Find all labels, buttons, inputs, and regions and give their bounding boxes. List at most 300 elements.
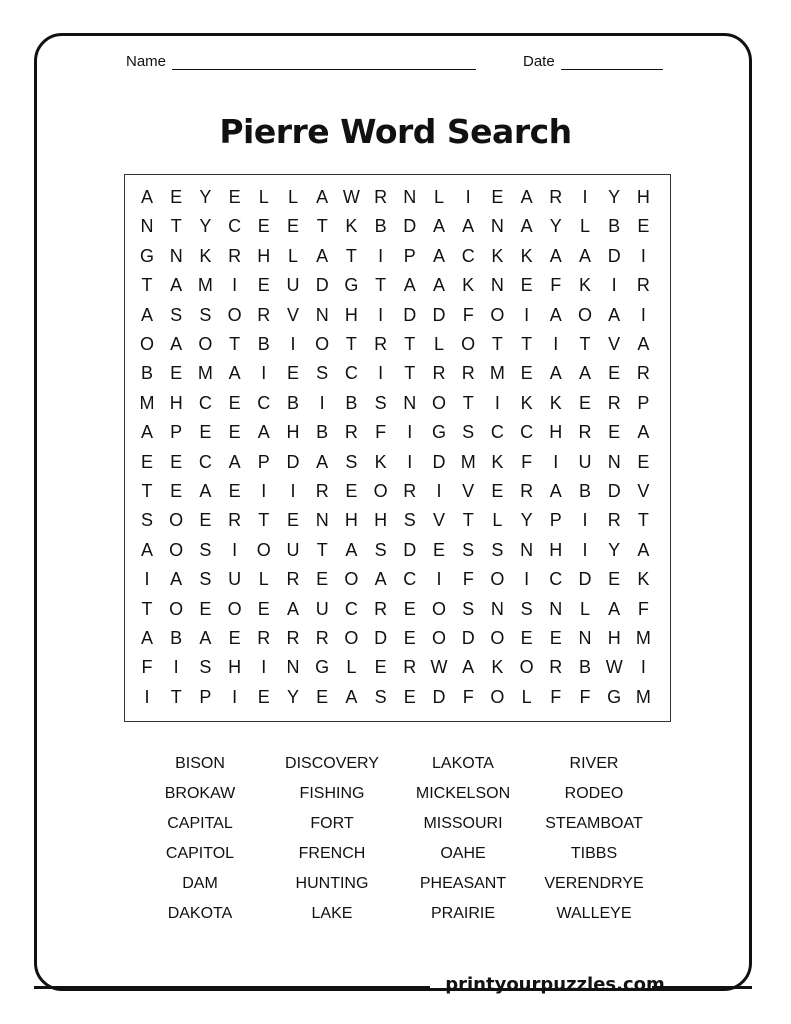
grid-letter[interactable]: I [465,187,471,207]
grid-letter[interactable]: R [228,510,242,531]
grid-letter[interactable]: C [403,569,417,590]
grid-letter[interactable]: A [578,363,591,384]
grid-letter[interactable]: T [404,334,416,354]
grid-letter[interactable]: O [315,334,330,354]
grid-letter[interactable]: O [139,334,154,354]
grid-letter[interactable]: I [640,657,646,678]
grid-letter[interactable]: K [491,451,504,472]
grid-letter[interactable]: N [286,657,300,678]
grid-letter[interactable]: A [432,216,445,237]
grid-letter[interactable]: U [228,569,242,590]
grid-letter[interactable]: I [261,481,267,501]
grid-letter[interactable]: N [315,510,329,531]
grid-letter[interactable]: A [257,422,270,443]
grid-letter[interactable]: A [140,187,153,207]
grid-letter[interactable]: A [170,334,183,354]
grid-letter[interactable]: R [286,569,300,590]
grid-letter[interactable]: M [197,363,213,384]
grid-letter[interactable]: A [170,569,183,590]
grid-letter[interactable]: A [578,245,591,266]
grid-letter[interactable]: L [433,334,444,354]
grid-letter[interactable]: H [549,422,563,443]
grid-letter[interactable]: I [524,569,530,590]
grid-letter[interactable]: T [375,275,387,296]
grid-letter[interactable]: E [257,598,270,619]
grid-letter[interactable]: T [316,539,328,560]
grid-letter[interactable]: O [256,539,271,560]
grid-letter[interactable]: W [430,657,448,678]
grid-letter[interactable]: M [635,628,651,648]
grid-letter[interactable]: E [432,539,445,560]
grid-letter[interactable]: A [316,245,329,266]
grid-letter[interactable]: T [141,598,153,619]
grid-letter[interactable]: N [315,304,329,325]
grid-letter[interactable]: E [140,451,153,472]
grid-letter[interactable]: V [462,481,475,501]
grid-letter[interactable]: K [491,657,504,678]
grid-letter[interactable]: E [228,628,241,648]
grid-letter[interactable]: O [431,628,446,648]
grid-letter[interactable]: K [578,275,591,296]
grid-letter[interactable]: O [519,657,534,678]
grid-letter[interactable]: R [257,304,271,325]
grid-letter[interactable]: T [462,510,474,531]
grid-letter[interactable]: L [258,569,269,590]
grid-letter[interactable]: D [432,686,446,707]
grid-letter[interactable]: C [520,422,534,443]
grid-letter[interactable]: G [607,686,622,707]
grid-letter[interactable]: U [286,275,300,296]
grid-letter[interactable]: S [316,363,329,384]
grid-letter[interactable]: L [433,187,444,207]
grid-letter[interactable]: O [344,569,359,590]
grid-letter[interactable]: C [461,245,475,266]
grid-letter[interactable]: Y [199,187,212,207]
grid-letter[interactable]: R [636,275,650,296]
grid-letter[interactable]: S [199,657,212,678]
grid-letter[interactable]: D [315,275,329,296]
grid-letter[interactable]: E [286,363,299,384]
grid-letter[interactable]: S [403,510,416,531]
grid-letter[interactable]: O [431,598,446,619]
grid-letter[interactable]: I [611,275,617,296]
grid-letter[interactable]: A [608,304,621,325]
grid-letter[interactable]: A [432,275,445,296]
grid-letter[interactable]: E [608,363,621,384]
grid-letter[interactable]: D [403,216,417,237]
grid-letter[interactable]: A [140,304,153,325]
grid-letter[interactable]: F [579,686,591,707]
grid-letter[interactable]: O [344,628,359,648]
grid-letter[interactable]: K [549,392,562,413]
grid-letter[interactable]: B [257,334,270,354]
grid-letter[interactable]: N [490,216,504,237]
grid-letter[interactable]: O [169,510,184,531]
grid-letter[interactable]: E [257,275,270,296]
grid-letter[interactable]: F [637,598,649,619]
grid-letter[interactable]: B [578,657,591,678]
grid-letter[interactable]: V [608,334,621,354]
grid-letter[interactable]: O [490,628,505,648]
grid-letter[interactable]: E [199,598,212,619]
grid-letter[interactable]: L [579,216,590,237]
grid-letter[interactable]: A [199,481,212,501]
grid-letter[interactable]: I [378,363,384,384]
grid-letter[interactable]: C [549,569,563,590]
grid-letter[interactable]: Y [608,539,621,560]
grid-letter[interactable]: L [521,686,532,707]
grid-letter[interactable]: S [462,539,475,560]
grid-letter[interactable]: O [169,539,184,560]
grid-letter[interactable]: R [286,628,300,648]
grid-letter[interactable]: N [578,628,592,648]
grid-letter[interactable]: D [403,304,417,325]
grid-letter[interactable]: E [257,686,270,707]
grid-letter[interactable]: R [374,187,388,207]
grid-letter[interactable]: K [520,245,533,266]
grid-letter[interactable]: L [287,187,298,207]
grid-letter[interactable]: I [640,245,646,266]
grid-letter[interactable]: H [257,245,271,266]
grid-letter[interactable]: A [549,245,562,266]
grid-letter[interactable]: R [636,363,650,384]
grid-letter[interactable]: I [173,657,179,678]
grid-letter[interactable]: F [521,451,533,472]
grid-letter[interactable]: S [374,539,387,560]
grid-letter[interactable]: I [144,569,150,590]
grid-letter[interactable]: V [637,481,650,501]
grid-letter[interactable]: N [490,598,504,619]
grid-letter[interactable]: E [637,216,650,237]
grid-letter[interactable]: E [316,686,329,707]
grid-letter[interactable]: N [169,245,183,266]
grid-letter[interactable]: M [635,686,651,707]
grid-letter[interactable]: B [578,481,591,501]
grid-letter[interactable]: P [257,451,270,472]
grid-letter[interactable]: S [491,539,504,560]
grid-letter[interactable]: I [232,686,238,707]
grid-letter[interactable]: R [403,481,417,501]
grid-letter[interactable]: E [403,628,416,648]
grid-letter[interactable]: V [286,304,299,325]
grid-letter[interactable]: E [228,481,241,501]
grid-letter[interactable]: A [549,304,562,325]
grid-letter[interactable]: I [524,304,530,325]
grid-letter[interactable]: M [489,363,505,384]
grid-letter[interactable]: A [140,539,153,560]
grid-letter[interactable]: H [636,187,650,207]
grid-letter[interactable]: R [549,657,563,678]
grid-letter[interactable]: A [170,275,183,296]
grid-letter[interactable]: Y [549,216,562,237]
grid-letter[interactable]: T [345,245,357,266]
grid-letter[interactable]: O [490,304,505,325]
grid-letter[interactable]: A [549,363,562,384]
grid-letter[interactable]: E [170,481,183,501]
grid-letter[interactable]: S [170,304,183,325]
grid-letter[interactable]: A [316,187,329,207]
grid-letter[interactable]: G [431,422,446,443]
grid-letter[interactable]: R [315,481,329,501]
grid-letter[interactable]: S [140,510,153,531]
grid-letter[interactable]: S [462,598,475,619]
grid-letter[interactable]: F [462,569,474,590]
grid-letter[interactable]: R [374,334,388,354]
grid-letter[interactable]: A [637,422,650,443]
grid-letter[interactable]: C [344,363,358,384]
grid-letter[interactable]: A [520,216,533,237]
grid-letter[interactable]: O [373,481,388,501]
grid-letter[interactable]: T [170,216,182,237]
grid-letter[interactable]: S [199,304,212,325]
grid-letter[interactable]: R [374,598,388,619]
grid-letter[interactable]: A [637,539,650,560]
grid-letter[interactable]: S [199,569,212,590]
grid-letter[interactable]: C [344,598,358,619]
grid-letter[interactable]: E [491,481,504,501]
grid-letter[interactable]: E [637,451,650,472]
grid-letter[interactable]: I [640,304,646,325]
grid-letter[interactable]: N [140,216,154,237]
grid-letter[interactable]: A [345,539,358,560]
grid-letter[interactable]: I [494,392,500,413]
grid-letter[interactable]: E [403,598,416,619]
grid-letter[interactable]: H [228,657,242,678]
grid-letter[interactable]: D [374,628,388,648]
grid-letter[interactable]: R [461,363,475,384]
name-line[interactable] [172,57,476,70]
grid-letter[interactable]: F [462,304,474,325]
grid-letter[interactable]: L [287,245,298,266]
grid-letter[interactable]: E [170,187,183,207]
grid-letter[interactable]: Y [286,686,299,707]
grid-letter[interactable]: U [286,539,300,560]
grid-letter[interactable]: B [316,422,329,443]
grid-letter[interactable]: T [521,334,533,354]
grid-letter[interactable]: L [579,598,590,619]
grid-letter[interactable]: U [315,598,329,619]
grid-letter[interactable]: K [637,569,650,590]
grid-letter[interactable]: O [227,304,242,325]
grid-letter[interactable]: D [607,245,621,266]
grid-letter[interactable]: I [261,363,267,384]
grid-letter[interactable]: I [261,657,267,678]
grid-letter[interactable]: H [286,422,300,443]
grid-letter[interactable]: T [141,481,153,501]
grid-letter[interactable]: I [319,392,325,413]
grid-letter[interactable]: R [315,628,329,648]
grid-letter[interactable]: T [491,334,503,354]
grid-letter[interactable]: C [198,392,212,413]
grid-letter[interactable]: R [257,628,271,648]
grid-letter[interactable]: K [520,392,533,413]
grid-letter[interactable]: P [637,392,650,413]
grid-letter[interactable]: P [549,510,562,531]
grid-letter[interactable]: O [431,392,446,413]
grid-letter[interactable]: A [228,363,241,384]
grid-letter[interactable]: M [197,275,213,296]
grid-letter[interactable]: N [607,451,621,472]
grid-letter[interactable]: B [374,216,387,237]
grid-letter[interactable]: E [228,187,241,207]
grid-letter[interactable]: H [344,304,358,325]
grid-letter[interactable]: A [403,275,416,296]
grid-letter[interactable]: P [403,245,416,266]
grid-letter[interactable]: D [461,628,475,648]
grid-letter[interactable]: B [286,392,299,413]
grid-letter[interactable]: N [403,392,417,413]
grid-letter[interactable]: D [286,451,300,472]
grid-letter[interactable]: T [229,334,241,354]
grid-letter[interactable]: D [578,569,592,590]
grid-letter[interactable]: R [607,510,621,531]
grid-letter[interactable]: S [462,422,475,443]
grid-letter[interactable]: T [579,334,591,354]
grid-letter[interactable]: M [139,392,155,413]
grid-letter[interactable]: K [345,216,358,237]
grid-letter[interactable]: A [520,187,533,207]
grid-letter[interactable]: F [550,686,562,707]
grid-letter[interactable]: D [403,539,417,560]
grid-letter[interactable]: R [344,422,358,443]
grid-letter[interactable]: T [141,275,153,296]
grid-letter[interactable]: H [374,510,388,531]
grid-letter[interactable]: E [491,187,504,207]
grid-letter[interactable]: O [490,569,505,590]
grid-letter[interactable]: T [170,686,182,707]
grid-letter[interactable]: I [232,275,238,296]
grid-letter[interactable]: W [342,187,360,207]
grid-letter[interactable]: H [344,510,358,531]
grid-letter[interactable]: Y [520,510,533,531]
grid-letter[interactable]: E [345,481,358,501]
grid-letter[interactable]: A [462,657,475,678]
grid-letter[interactable]: N [403,187,417,207]
grid-letter[interactable]: K [491,245,504,266]
grid-letter[interactable]: I [553,451,559,472]
grid-letter[interactable]: R [432,363,446,384]
grid-letter[interactable]: E [374,657,387,678]
grid-letter[interactable]: E [549,628,562,648]
grid-letter[interactable]: S [345,451,358,472]
grid-letter[interactable]: A [462,216,475,237]
grid-letter[interactable]: K [462,275,475,296]
grid-letter[interactable]: O [461,334,476,354]
grid-letter[interactable]: I [378,245,384,266]
grid-letter[interactable]: V [432,510,445,531]
grid-letter[interactable]: I [407,422,413,443]
grid-letter[interactable]: R [607,392,621,413]
grid-letter[interactable]: S [374,686,387,707]
grid-letter[interactable]: G [344,275,359,296]
grid-letter[interactable]: E [608,569,621,590]
grid-letter[interactable]: T [637,510,649,531]
grid-letter[interactable]: A [637,334,650,354]
grid-letter[interactable]: T [462,392,474,413]
date-line[interactable] [561,57,663,70]
grid-letter[interactable]: D [432,304,446,325]
grid-letter[interactable]: D [607,481,621,501]
grid-letter[interactable]: E [403,686,416,707]
grid-letter[interactable]: C [198,451,212,472]
grid-letter[interactable]: B [345,392,358,413]
grid-letter[interactable]: G [315,657,330,678]
grid-letter[interactable]: P [199,686,212,707]
grid-letter[interactable]: E [316,569,329,590]
grid-letter[interactable]: I [232,539,238,560]
grid-letter[interactable]: B [608,216,621,237]
grid-letter[interactable]: R [403,657,417,678]
grid-letter[interactable]: C [228,216,242,237]
grid-letter[interactable]: B [170,628,183,648]
grid-letter[interactable]: I [407,451,413,472]
grid-letter[interactable]: A [374,569,387,590]
grid-letter[interactable]: D [432,451,446,472]
grid-letter[interactable]: F [462,686,474,707]
grid-letter[interactable]: O [490,686,505,707]
grid-letter[interactable]: I [582,510,588,531]
grid-letter[interactable]: O [169,598,184,619]
grid-letter[interactable]: Y [608,187,621,207]
grid-letter[interactable]: L [258,187,269,207]
grid-letter[interactable]: E [199,510,212,531]
grid-letter[interactable]: C [490,422,504,443]
grid-letter[interactable]: E [228,422,241,443]
grid-letter[interactable]: P [170,422,183,443]
grid-letter[interactable]: A [228,451,241,472]
grid-letter[interactable]: N [490,275,504,296]
grid-letter[interactable]: T [258,510,270,531]
grid-letter[interactable]: L [492,510,503,531]
grid-letter[interactable]: N [520,539,534,560]
grid-letter[interactable]: T [316,216,328,237]
grid-letter[interactable]: A [345,686,358,707]
grid-letter[interactable]: T [345,334,357,354]
grid-letter[interactable]: U [578,451,592,472]
grid-letter[interactable]: E [170,363,183,384]
grid-letter[interactable]: M [460,451,476,472]
grid-letter[interactable]: A [432,245,445,266]
grid-letter[interactable]: H [549,539,563,560]
grid-letter[interactable]: A [140,628,153,648]
grid-letter[interactable]: A [286,598,299,619]
grid-letter[interactable]: F [550,275,562,296]
grid-letter[interactable]: O [577,304,592,325]
grid-letter[interactable]: W [605,657,623,678]
grid-letter[interactable]: Y [199,216,212,237]
grid-letter[interactable]: A [199,628,212,648]
grid-letter[interactable]: E [520,275,533,296]
grid-letter[interactable]: N [549,598,563,619]
grid-letter[interactable]: I [436,481,442,501]
grid-letter[interactable]: F [141,657,153,678]
grid-letter[interactable]: L [346,657,357,678]
grid-letter[interactable]: O [227,598,242,619]
grid-letter[interactable]: E [228,392,241,413]
grid-letter[interactable]: S [199,539,212,560]
grid-letter[interactable]: F [375,422,387,443]
grid-letter[interactable]: I [582,539,588,560]
grid-letter[interactable]: H [169,392,183,413]
grid-letter[interactable]: C [257,392,271,413]
grid-letter[interactable]: E [170,451,183,472]
grid-letter[interactable]: I [553,334,559,354]
grid-letter[interactable]: I [582,187,588,207]
grid-letter[interactable]: I [144,686,150,707]
grid-letter[interactable]: B [140,363,153,384]
grid-letter[interactable]: E [608,422,621,443]
grid-letter[interactable]: E [199,422,212,443]
